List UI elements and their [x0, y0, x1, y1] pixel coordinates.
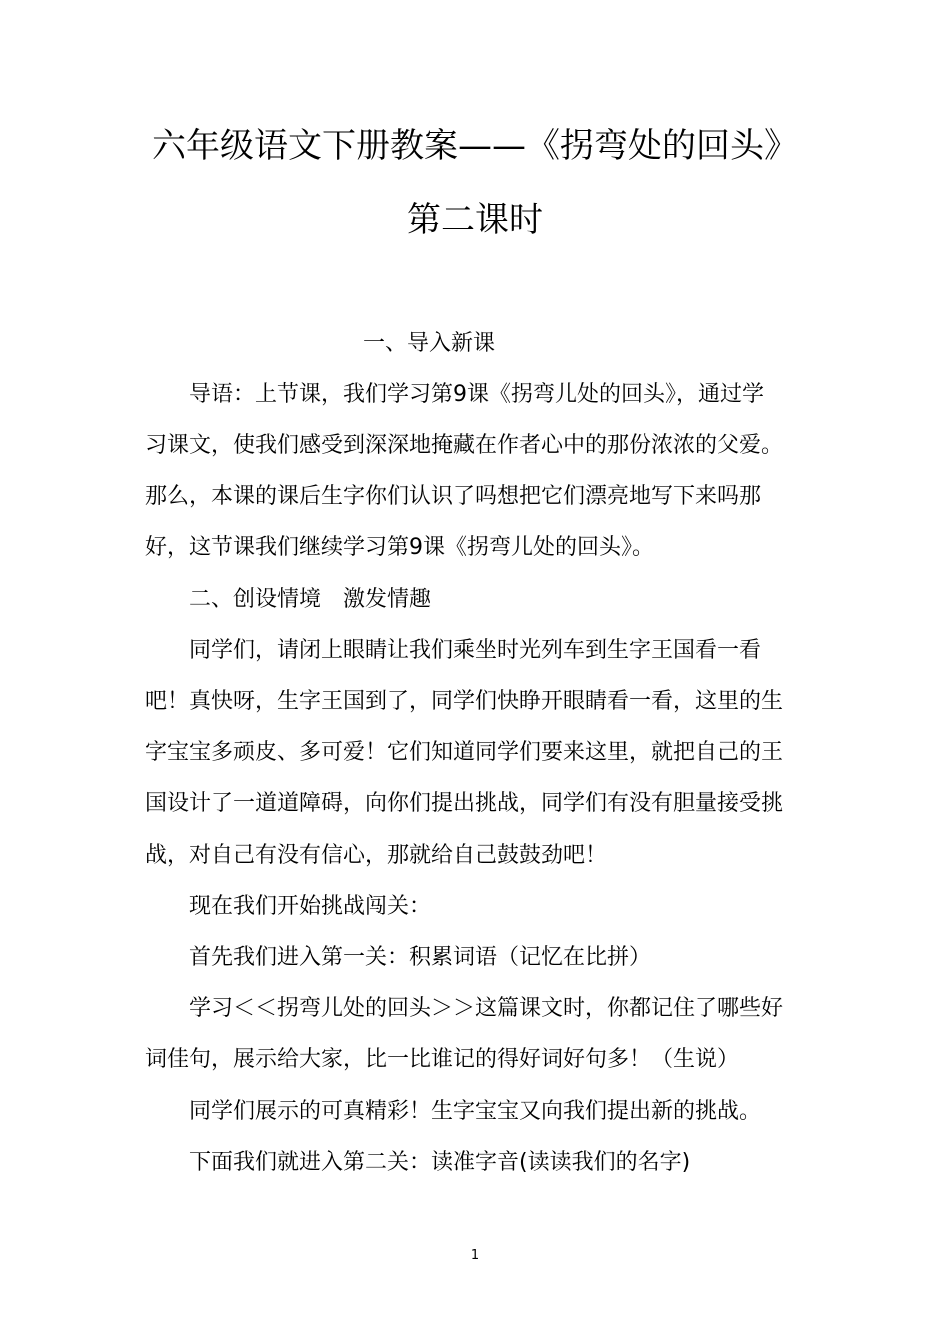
paragraph-line: 战，对自己有没有信心，那就给自己鼓鼓劲吧！	[145, 843, 608, 868]
paragraph-line: 学习＜＜拐弯儿处的回头＞＞这篇课文时，你都记住了哪些好	[189, 996, 784, 1021]
page-number: 1	[470, 1248, 480, 1263]
paragraph-line: 吧！真快呀，生字王国到了，同学们快睁开眼睛看一看，这里的生	[145, 689, 784, 714]
paragraph-line: 下面我们就进入第二关：读准字音(读读我们的名字)	[189, 1150, 691, 1175]
paragraph-line: 现在我们开始挑战闯关：	[189, 894, 432, 919]
paragraph-line: 那么，本课的课后生字你们认识了吗想把它们漂亮地写下来吗那	[145, 484, 762, 509]
paragraph-line: 习课文，使我们感受到深深地掩藏在作者心中的那份浓浓的父爱。	[145, 433, 784, 458]
paragraph-line: 同学们，请闭上眼睛让我们乘坐时光列车到生字王国看一看	[189, 638, 762, 663]
paragraph-line: 好，这节课我们继续学习第9课《拐弯儿处的回头》。	[145, 535, 654, 560]
paragraph-line: 词佳句，展示给大家，比一比谁记的得好词好句多！（生说）	[145, 1047, 740, 1072]
paragraph-line: 首先我们进入第一关：积累词语（记忆在比拼）	[189, 945, 652, 970]
section-heading-situation: 二、创设情境 激发情趣	[189, 587, 432, 612]
paragraph-line: 字宝宝多顽皮、多可爱！它们知道同学们要来这里，就把自己的王	[145, 740, 784, 765]
paragraph-line: 同学们展示的可真精彩！生字宝宝又向我们提出新的挑战。	[189, 1099, 762, 1124]
paragraph-line: 导语：上节课，我们学习第9课《拐弯儿处的回头》，通过学	[189, 382, 764, 407]
section-heading-intro: 一、导入新课	[363, 331, 496, 356]
paragraph-line: 国设计了一道道障碍，向你们提出挑战，同学们有没有胆量接受挑	[145, 791, 784, 816]
document-title: 六年级语文下册教案——《拐弯处的回头》	[152, 126, 798, 166]
document-subtitle: 第二课时	[407, 200, 543, 240]
